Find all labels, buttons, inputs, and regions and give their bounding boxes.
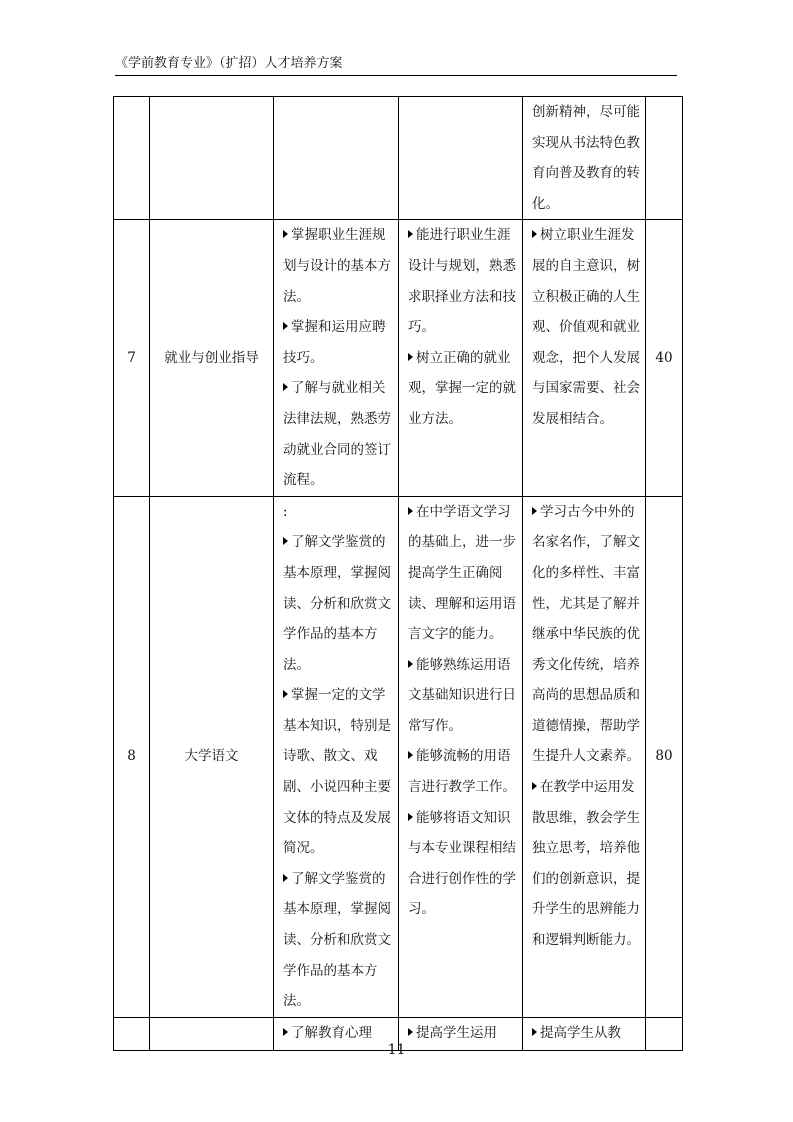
quality-item: [532, 497, 641, 772]
knowledge-item: [283, 864, 394, 1017]
bullet-triangle-icon: [283, 322, 288, 330]
quality-item: 创新精神，尽可能实现从书法特色教育向普及教育的转化。: [532, 104, 640, 212]
course-name: [150, 97, 274, 220]
bullet-triangle-icon: [408, 751, 413, 759]
knowledge-item: [283, 312, 394, 373]
curriculum-table: [113, 96, 683, 1051]
bullet-triangle-icon: [283, 690, 288, 698]
bullet-triangle-icon: [408, 813, 413, 821]
ability-item-text: 提高学生运用: [416, 1024, 497, 1041]
course-number: [114, 97, 150, 220]
knowledge-item-text: 掌握一定的文学基本知识，特别是诗歌、散文、戏剧、小说四种主要文体的特点及发展简况。: [283, 687, 391, 857]
table-row: [114, 496, 683, 1017]
bullet-triangle-icon: [283, 874, 288, 882]
course-number: 7: [114, 220, 150, 496]
ability-item: [408, 803, 518, 925]
hours-cell: 80: [646, 496, 683, 1017]
ability-item-text: 能够熟练运用语文基础知识进行日常写作。: [408, 656, 516, 734]
quality-item-text: 学习古今中外的名家名作，了解文化的多样性、丰富性，尤其是了解并继承中华民族的优秀文化传统，培养高尚的思想品质和道德情操，帮助学生提升人文素养。: [532, 503, 640, 765]
bullet-triangle-icon: [408, 660, 413, 668]
ability-item-text: 能够将语文知识与本专业课程相结合进行创作性的学习。: [408, 809, 516, 918]
knowledge-item: :: [283, 503, 288, 520]
quality-cell: [523, 220, 646, 496]
bullet-triangle-icon: [408, 353, 413, 361]
ability-item: [408, 220, 518, 342]
quality-item: [532, 772, 641, 956]
knowledge-item-text: 了解文学鉴赏的基本原理，掌握阅读、分析和欣赏文学作品的基本方法。: [283, 534, 391, 673]
bullet-triangle-icon: [408, 1028, 413, 1036]
ability-cell: [399, 97, 523, 220]
quality-cell: [523, 97, 646, 220]
bullet-triangle-icon: [408, 507, 413, 515]
knowledge-item: [283, 220, 394, 312]
knowledge-item: [283, 680, 394, 864]
knowledge-item: [283, 373, 394, 495]
ability-cell: [399, 496, 523, 1017]
ability-item-text: 能够流畅的用语言进行教学工作。: [408, 748, 516, 796]
bullet-triangle-icon: [532, 782, 537, 790]
course-number: 8: [114, 496, 150, 1017]
page-number: 11: [387, 1042, 406, 1058]
knowledge-item-text: 了解与就业相关法律法规，熟悉劳动就业合同的签订流程。: [283, 380, 391, 489]
ability-item-text: 树立正确的就业观，掌握一定的就业方法。: [408, 349, 516, 427]
page-header: 《学前教育专业》（扩招）人才培养方案: [115, 56, 677, 76]
bullet-triangle-icon: [283, 537, 288, 545]
ability-cell: [399, 220, 523, 496]
quality-item-text: 树立职业生涯发展的自主意识，树立积极正确的人生观、价值观和就业观念，把个人发展与国家需要、社会发展相结合。: [532, 227, 640, 427]
bullet-triangle-icon: [532, 230, 537, 238]
knowledge-item-text: 了解文学鉴赏的基本原理，掌握阅读、分析和欣赏文学作品的基本方法。: [283, 870, 391, 1010]
bullet-triangle-icon: [532, 507, 537, 515]
knowledge-item: [283, 527, 394, 680]
ability-item: [408, 343, 518, 435]
knowledge-cell: [274, 97, 399, 220]
course-name: 就业与创业指导: [150, 220, 274, 496]
ability-item: [408, 741, 518, 802]
course-name: 大学语文: [150, 496, 274, 1017]
table-row: [114, 220, 683, 496]
knowledge-item-text: 掌握和运用应聘技巧。: [283, 319, 386, 366]
quality-item: [532, 220, 641, 434]
quality-cell: [523, 496, 646, 1017]
quality-item-text: 在教学中运用发散思维，教会学生独立思考，培养他们的创新意识，提升学生的思辨能力和逻辑判断能力。: [532, 779, 640, 949]
hours-cell: 40: [646, 220, 683, 496]
bullet-triangle-icon: [283, 230, 288, 238]
knowledge-cell: [274, 220, 399, 496]
knowledge-item-text: 掌握职业生涯规划与设计的基本方法。: [283, 227, 391, 305]
bullet-triangle-icon: [283, 383, 288, 391]
bullet-triangle-icon: [283, 1028, 288, 1036]
table-row: [114, 97, 683, 220]
knowledge-item-text: 了解教育心理: [291, 1024, 372, 1041]
bullet-triangle-icon: [408, 230, 413, 238]
ability-item: [408, 497, 518, 650]
quality-item-text: 提高学生从教: [540, 1024, 621, 1041]
bullet-triangle-icon: [532, 1028, 537, 1036]
ability-item-text: 在中学语文学习的基础上，进一步提高学生正确阅读、理解和运用语言文字的能力。: [408, 503, 516, 643]
ability-item: [408, 650, 518, 742]
hours-cell: [646, 97, 683, 220]
knowledge-cell: [274, 496, 399, 1017]
ability-item-text: 能进行职业生涯设计与规划，熟悉求职择业方法和技巧。: [408, 227, 516, 336]
